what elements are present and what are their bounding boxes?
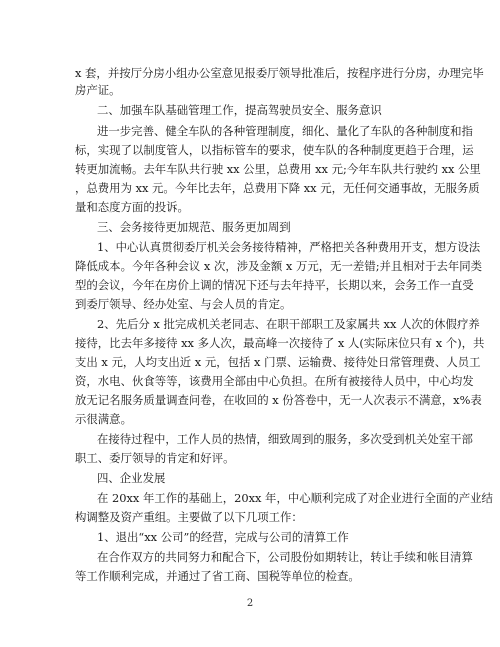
text-line: 在 20xx 年工作的基础上，20xx 年，中心顺利完成了对企业进行全面的产业结: [97, 491, 493, 505]
section-heading: 四、企业发展: [97, 471, 166, 485]
text-line: 1、中心认真贯彻委厅机关会务接待精神，严格把关各种费用开支，想方设法: [97, 240, 481, 254]
subsection-heading: 1、退出“xx 公司”的经营，完成与公司的清算工作: [97, 530, 349, 544]
text-line: 构调整及资产重组。主要做了以下几项工作：: [75, 510, 303, 524]
text-line: 支出 x 元，人均支出近 x 元，包括 x 门票、运输费、接待处日常管理费、人员工: [75, 355, 481, 369]
text-line: x 套，并按厅分房小组办公室意见报委厅领导批准后，按程序进行分房，办理完毕: [75, 66, 484, 80]
text-line: 等工作顺利完成，并通过了省工商、国税等单位的检查。: [75, 569, 360, 583]
text-line: 示很满意。: [75, 412, 132, 426]
text-line: ，总费用为 xx 元。今年比去年，总费用下降 xx 元，无任何交通事故，无服务质: [75, 181, 480, 195]
text-line: 进一步完善、健全车队的各种管理制度，细化、量化了车队的各种制度和指: [97, 124, 473, 138]
text-line: 资，水电、伙食等等，该费用全部由中心负担。在所有被接待人员中，中心均发: [75, 374, 474, 388]
text-line: 放无记名服务质量调查问卷，在收回的 x 份答卷中，无一人次表示不满意，x%表: [75, 393, 482, 407]
text-line: 型的会议，今年在房价上调的情况下还与去年持平，长期以来，会务工作一直受: [75, 278, 474, 292]
text-line: 接待，比去年多接待 xx 多人次，最高峰一次接待了 x 人(实际床位只有 x 个)，共: [75, 336, 485, 350]
section-heading: 三、会务接待更加规范、服务更加周到: [97, 220, 291, 234]
text-line: 量和态度方面的投诉。: [75, 200, 189, 214]
text-line: 职工、委厅领导的肯定和好评。: [75, 451, 235, 465]
text-line: 转更加流畅。去年车队共行驶 xx 公里，总费用 xx 元;今年车队共行驶约 xx 公里: [75, 162, 481, 176]
section-heading: 二、加强车队基础管理工作，提高驾驶员安全、服务意识: [97, 103, 382, 117]
page-number: 2: [246, 598, 254, 609]
text-line: 降低成本。今年各种会议 x 次，涉及金额 x 万元，无一差错;并且相对于去年同类: [75, 259, 483, 273]
text-line: 在合作双方的共同努力和配合下，公司股份如期转让，转让手续和帐目清算: [97, 550, 473, 564]
text-line: 2、先后分 x 批完成机关老同志、在职干部职工及家属共 xx 人次的休假疗养: [97, 317, 480, 331]
text-line: 在接待过程中，工作人员的热情，细致周到的服务，多次受到机关处室干部: [97, 432, 473, 446]
text-line: 房产证。: [75, 83, 121, 97]
text-line: 标，实现了以制度管人，以指标管车的要求，使车队的各种制度更趋于合理，运: [75, 143, 474, 157]
text-line: 到委厅领导、经办处室、与会人员的肯定。: [75, 297, 292, 311]
